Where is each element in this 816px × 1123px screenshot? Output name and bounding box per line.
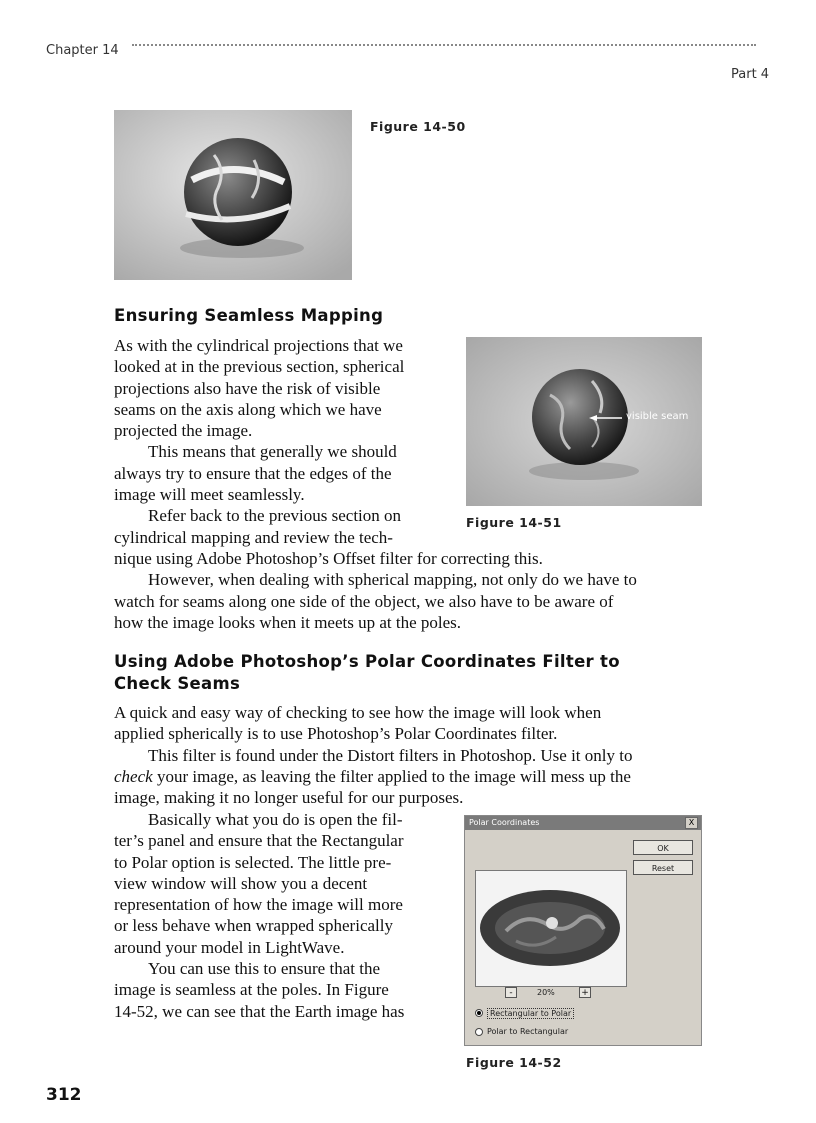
figure-14-50-image xyxy=(114,110,352,280)
text-line: Basically what you do is open the fil- xyxy=(148,810,403,829)
text-line: However, when dealing with spherical mapping, not only do we have to xyxy=(148,570,637,590)
radio-selected-dot xyxy=(477,1011,481,1015)
heading-line: Using Adobe Photoshop’s Polar Coordinates Filter to xyxy=(114,652,620,671)
visible-seam-label: visible seam xyxy=(626,411,689,422)
section1-text-column xyxy=(114,335,459,548)
text-line: ter’s panel and ensure that the Rectangular xyxy=(114,831,404,851)
section-heading-seamless: Ensuring Seamless Mapping xyxy=(114,306,384,325)
polar-coordinates-dialog xyxy=(464,815,702,1046)
text-line: 14-52, we can see that the Earth image has xyxy=(114,1001,405,1021)
section-heading-polar xyxy=(114,651,620,695)
header-dotted-rule xyxy=(132,44,756,46)
close-icon[interactable]: X xyxy=(685,817,698,829)
text-line: cylindrical mapping and review the tech- xyxy=(114,527,393,547)
figure-14-51-image xyxy=(466,337,702,506)
text-line: or less behave when wrapped spherically xyxy=(114,916,393,936)
globe-illustration xyxy=(114,110,352,280)
text-line: to Polar option is selected. The little pre- xyxy=(114,852,392,872)
text-line: projections also have the risk of visible xyxy=(114,378,381,398)
text-line: This means that generally we should xyxy=(148,442,397,462)
text-line: image is seamless at the poles. In Figure xyxy=(114,980,389,1000)
text-line: view window will show you a decent xyxy=(114,873,368,893)
text-line: looked at in the previous section, spherical xyxy=(114,357,405,377)
text-line: This filter is found under the Distort filters in Photoshop. Use it only to xyxy=(148,745,633,765)
radio-polar-to-rectangular[interactable] xyxy=(475,1028,483,1036)
ok-button[interactable]: OK xyxy=(633,840,693,855)
text-line: As with the cylindrical projections that we xyxy=(114,336,403,355)
zoom-level: 20% xyxy=(537,988,555,997)
text-line: representation of how the image will more xyxy=(114,895,403,915)
option-polar-to-rectangular-label[interactable]: Polar to Rectangular xyxy=(487,1027,569,1036)
option-rectangular-to-polar-label[interactable]: Rectangular to Polar xyxy=(487,1008,574,1019)
text-line: You can use this to ensure that the xyxy=(148,959,380,979)
text-line: Refer back to the previous section on xyxy=(148,506,402,526)
text-line: seams on the axis along which we have xyxy=(114,399,382,419)
text-line: applied spherically is to use Photoshop’s Polar Coordinates filter. xyxy=(114,724,558,744)
emphasis-check: check xyxy=(114,766,153,786)
section1-text-full xyxy=(114,548,754,633)
text-line xyxy=(114,766,754,787)
radio-rectangular-to-polar[interactable] xyxy=(475,1009,483,1017)
reset-button[interactable]: Reset xyxy=(633,860,693,875)
text-line: nique using Adobe Photoshop’s Offset filter for correcting this. xyxy=(114,549,543,568)
text-line: watch for seams along one side of the object, we also have to be aware of xyxy=(114,591,614,611)
page-number: 312 xyxy=(46,1085,82,1105)
text-line: how the image looks when it meets up at the poles. xyxy=(114,612,462,632)
text-line: image will meet seamlessly. xyxy=(114,485,305,505)
text-line: always try to ensure that the edges of the xyxy=(114,463,392,483)
zoom-out-button[interactable]: - xyxy=(505,987,517,998)
running-head-part: Part 4 xyxy=(731,67,770,82)
text-line: A quick and easy way of checking to see how the image will look when xyxy=(114,703,602,722)
figure-14-52-caption: Figure 14-52 xyxy=(466,1055,562,1070)
text-span: your image, as leaving the filter applied to the image will mess up the xyxy=(152,766,631,786)
figure-14-50-caption: Figure 14-50 xyxy=(370,119,466,134)
preview-window xyxy=(475,870,627,987)
heading-line: Check Seams xyxy=(114,674,241,693)
section2-text-column xyxy=(114,809,459,1022)
text-line: image, making it no longer useful for our purposes. xyxy=(114,788,464,808)
text-line: projected the image. xyxy=(114,421,253,441)
dialog-title: Polar Coordinates xyxy=(469,818,540,827)
polar-preview-image xyxy=(476,871,624,984)
section2-text-full xyxy=(114,702,754,808)
running-head-chapter: Chapter 14 xyxy=(46,43,119,58)
text-line: around your model in LightWave. xyxy=(114,937,345,957)
zoom-in-button[interactable]: + xyxy=(579,987,591,998)
dialog-title-bar xyxy=(465,816,701,830)
figure-14-51-caption: Figure 14-51 xyxy=(466,515,562,530)
